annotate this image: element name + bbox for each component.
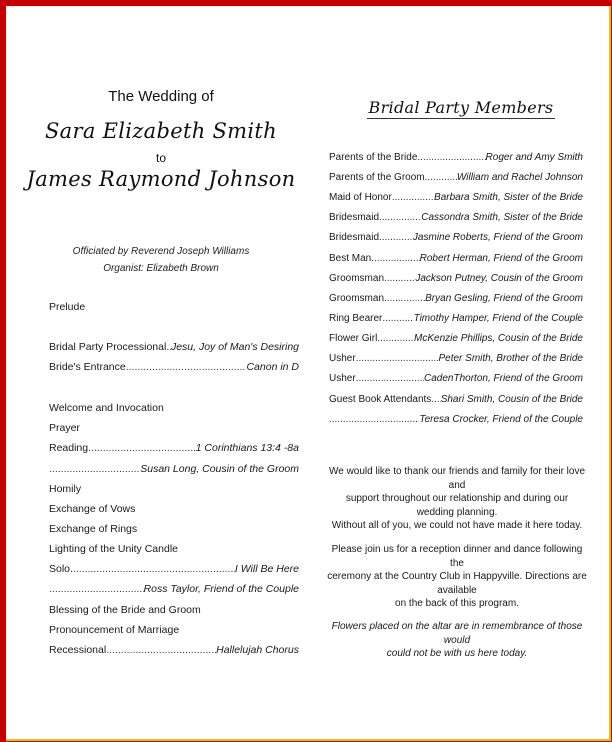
member-role: Bridesmaid [329,212,380,223]
bridal-party-member [329,312,583,326]
bridal-party-member [329,252,583,266]
thanks-line: Without all of you, we could not have made it here today. [331,520,583,531]
order-item-detail: Susan Long, Cousin of the Groom [140,463,299,475]
reception-line: Please join us for a reception dinner and dance following the [331,544,583,569]
thanks-line: We would like to thank our friends and family for their love and [328,466,586,491]
bridal-party-member [329,372,583,386]
order-item [49,643,299,657]
bridal-party-title [316,98,606,117]
organist: Organist: Elizabeth Brown [103,263,219,274]
dot-leader [379,211,421,225]
program-page [6,6,611,741]
member-role: Parents of the Groom [329,172,425,183]
flowers-paragraph [326,620,588,661]
member-role: Parents of the Bride [329,152,418,163]
member-name: Peter Smith, Brother of the Bride [438,353,583,364]
order-item-label: Welcome and Invocation [49,402,164,414]
order-item [49,441,299,455]
bridal-party-member [329,352,583,366]
dot-leader [329,413,419,427]
member-role: Groomsman [329,293,385,304]
dot-leader [431,393,440,407]
dot-leader [49,462,140,476]
order-item [49,582,299,596]
order-item-detail: Jesu, Joy of Man's Desiring [170,341,299,353]
order-item [49,462,299,476]
order-item-detail: Ross Taylor, Friend of the Couple [143,583,299,595]
bridal-party-member [329,211,583,225]
order-item-label: Homily [49,483,82,495]
order-item-label: Lighting of the Unity Candle [49,543,178,555]
member-name: William and Rachel Johnson [456,172,583,183]
order-item-label: Recessional [49,644,107,656]
member-name: Shari Smith, Cousin of the Bride [440,394,583,405]
order-item [49,502,299,516]
bridal-party-title-text: Bridal Party Members [368,98,554,117]
member-name: Barbara Smith, Sister of the Bride [434,192,583,203]
order-item-label: Bridal Party Processional [49,341,167,353]
order-item-label: Solo [49,563,71,575]
bridal-party-member [329,171,583,185]
officiant: Officiated by Reverend Joseph Williams [72,246,250,257]
bridal-party-member [329,151,583,165]
order-item [49,522,299,536]
member-role: Groomsman [329,273,385,284]
order-item [49,300,299,314]
bridal-party-member [329,292,583,306]
bridal-party-member [329,272,583,286]
thanks-paragraph [326,465,588,533]
member-role: Guest Book Attendants [329,394,432,405]
dot-leader [425,171,457,185]
member-name: Robert Herman, Friend of the Groom [419,253,583,264]
dot-leader [392,191,434,205]
order-item-detail: 1 Corinthians 13:4 -8a [195,442,299,454]
bridal-party-member [329,332,583,346]
order-item-label: Prelude [49,301,86,313]
order-item-label: Exchange of Rings [49,523,138,535]
order-item-label: Exchange of Vows [49,503,136,515]
program-title: The Wedding of [108,88,214,105]
dot-leader [356,352,439,366]
order-item [49,340,299,354]
bridal-party-column [316,6,606,739]
member-name: Roger and Amy Smith [485,152,583,163]
bridal-party-member [329,231,583,245]
order-item-detail: Canon in D [246,361,299,373]
to-connector: to [155,151,166,165]
dot-leader [88,441,196,455]
dot-leader [377,332,414,346]
dot-leader [382,312,413,326]
bride-name: Sara Elizabeth Smith [45,119,277,143]
order-item-label: Bride's Entrance [49,361,126,373]
member-name: Teresa Crocker, Friend of the Couple [419,414,583,425]
member-role: Usher [329,373,356,384]
bridal-party-member [329,413,583,427]
dot-leader [49,582,144,596]
dot-leader [417,151,485,165]
member-name: Timothy Hamper, Friend of the Couple [413,313,583,324]
order-item [49,482,299,496]
member-name: CadenThorton, Friend of the Groom [424,373,583,384]
groom-name: James Raymond Johnson [26,167,296,191]
order-item [49,401,299,415]
bridal-party-member [329,393,583,407]
order-item [49,542,299,556]
dot-leader [356,372,424,386]
order-item-detail: I Will Be Here [234,563,299,575]
ceremony-column [6,6,316,739]
order-item [49,603,299,617]
reception-line: ceremony at the Country Club in Happyville. Directions are available [327,571,587,596]
order-item [49,360,299,374]
flowers-line: Flowers placed on the altar are in remembrance of those would [331,621,583,646]
bridal-party-member [329,191,583,205]
order-item-label: Pronouncement of Marriage [49,624,180,636]
order-item [49,421,299,435]
member-role: Ring Bearer [329,313,383,324]
member-role: Bridesmaid [329,232,380,243]
order-item-label: Blessing of the Bride and Groom [49,604,201,616]
reception-line: on the back of this program. [395,598,519,609]
member-role: Usher [329,353,356,364]
order-item [49,562,299,576]
member-name: Cassondra Smith, Sister of the Bride [421,212,583,223]
order-item-detail: Hallelujah Chorus [216,644,299,656]
dot-leader [371,252,419,266]
member-name: Bryan Gesling, Friend of the Groom [425,293,583,304]
dot-leader [106,643,216,657]
flowers-line: could not be with us here today. [386,648,528,659]
member-name: McKenzie Phillips, Cousin of the Bride [414,333,583,344]
member-name: Jackson Putney, Cousin of the Groom [415,273,583,284]
order-item-label: Prayer [49,422,80,434]
dot-leader [379,231,413,245]
dot-leader [70,562,235,576]
member-role: Maid of Honor [329,192,392,203]
order-item-label: Reading [49,442,89,454]
reception-paragraph [326,543,588,611]
member-role: Best Man [329,253,372,264]
dot-leader [126,360,247,374]
dot-leader [384,272,415,286]
dot-leader [384,292,425,306]
member-name: Jasmine Roberts, Friend of the Groom [412,232,583,243]
thanks-line: support throughout our relationship and during our wedding planning. [345,493,569,518]
member-role: Flower Girl [329,333,378,344]
order-item [49,623,299,637]
